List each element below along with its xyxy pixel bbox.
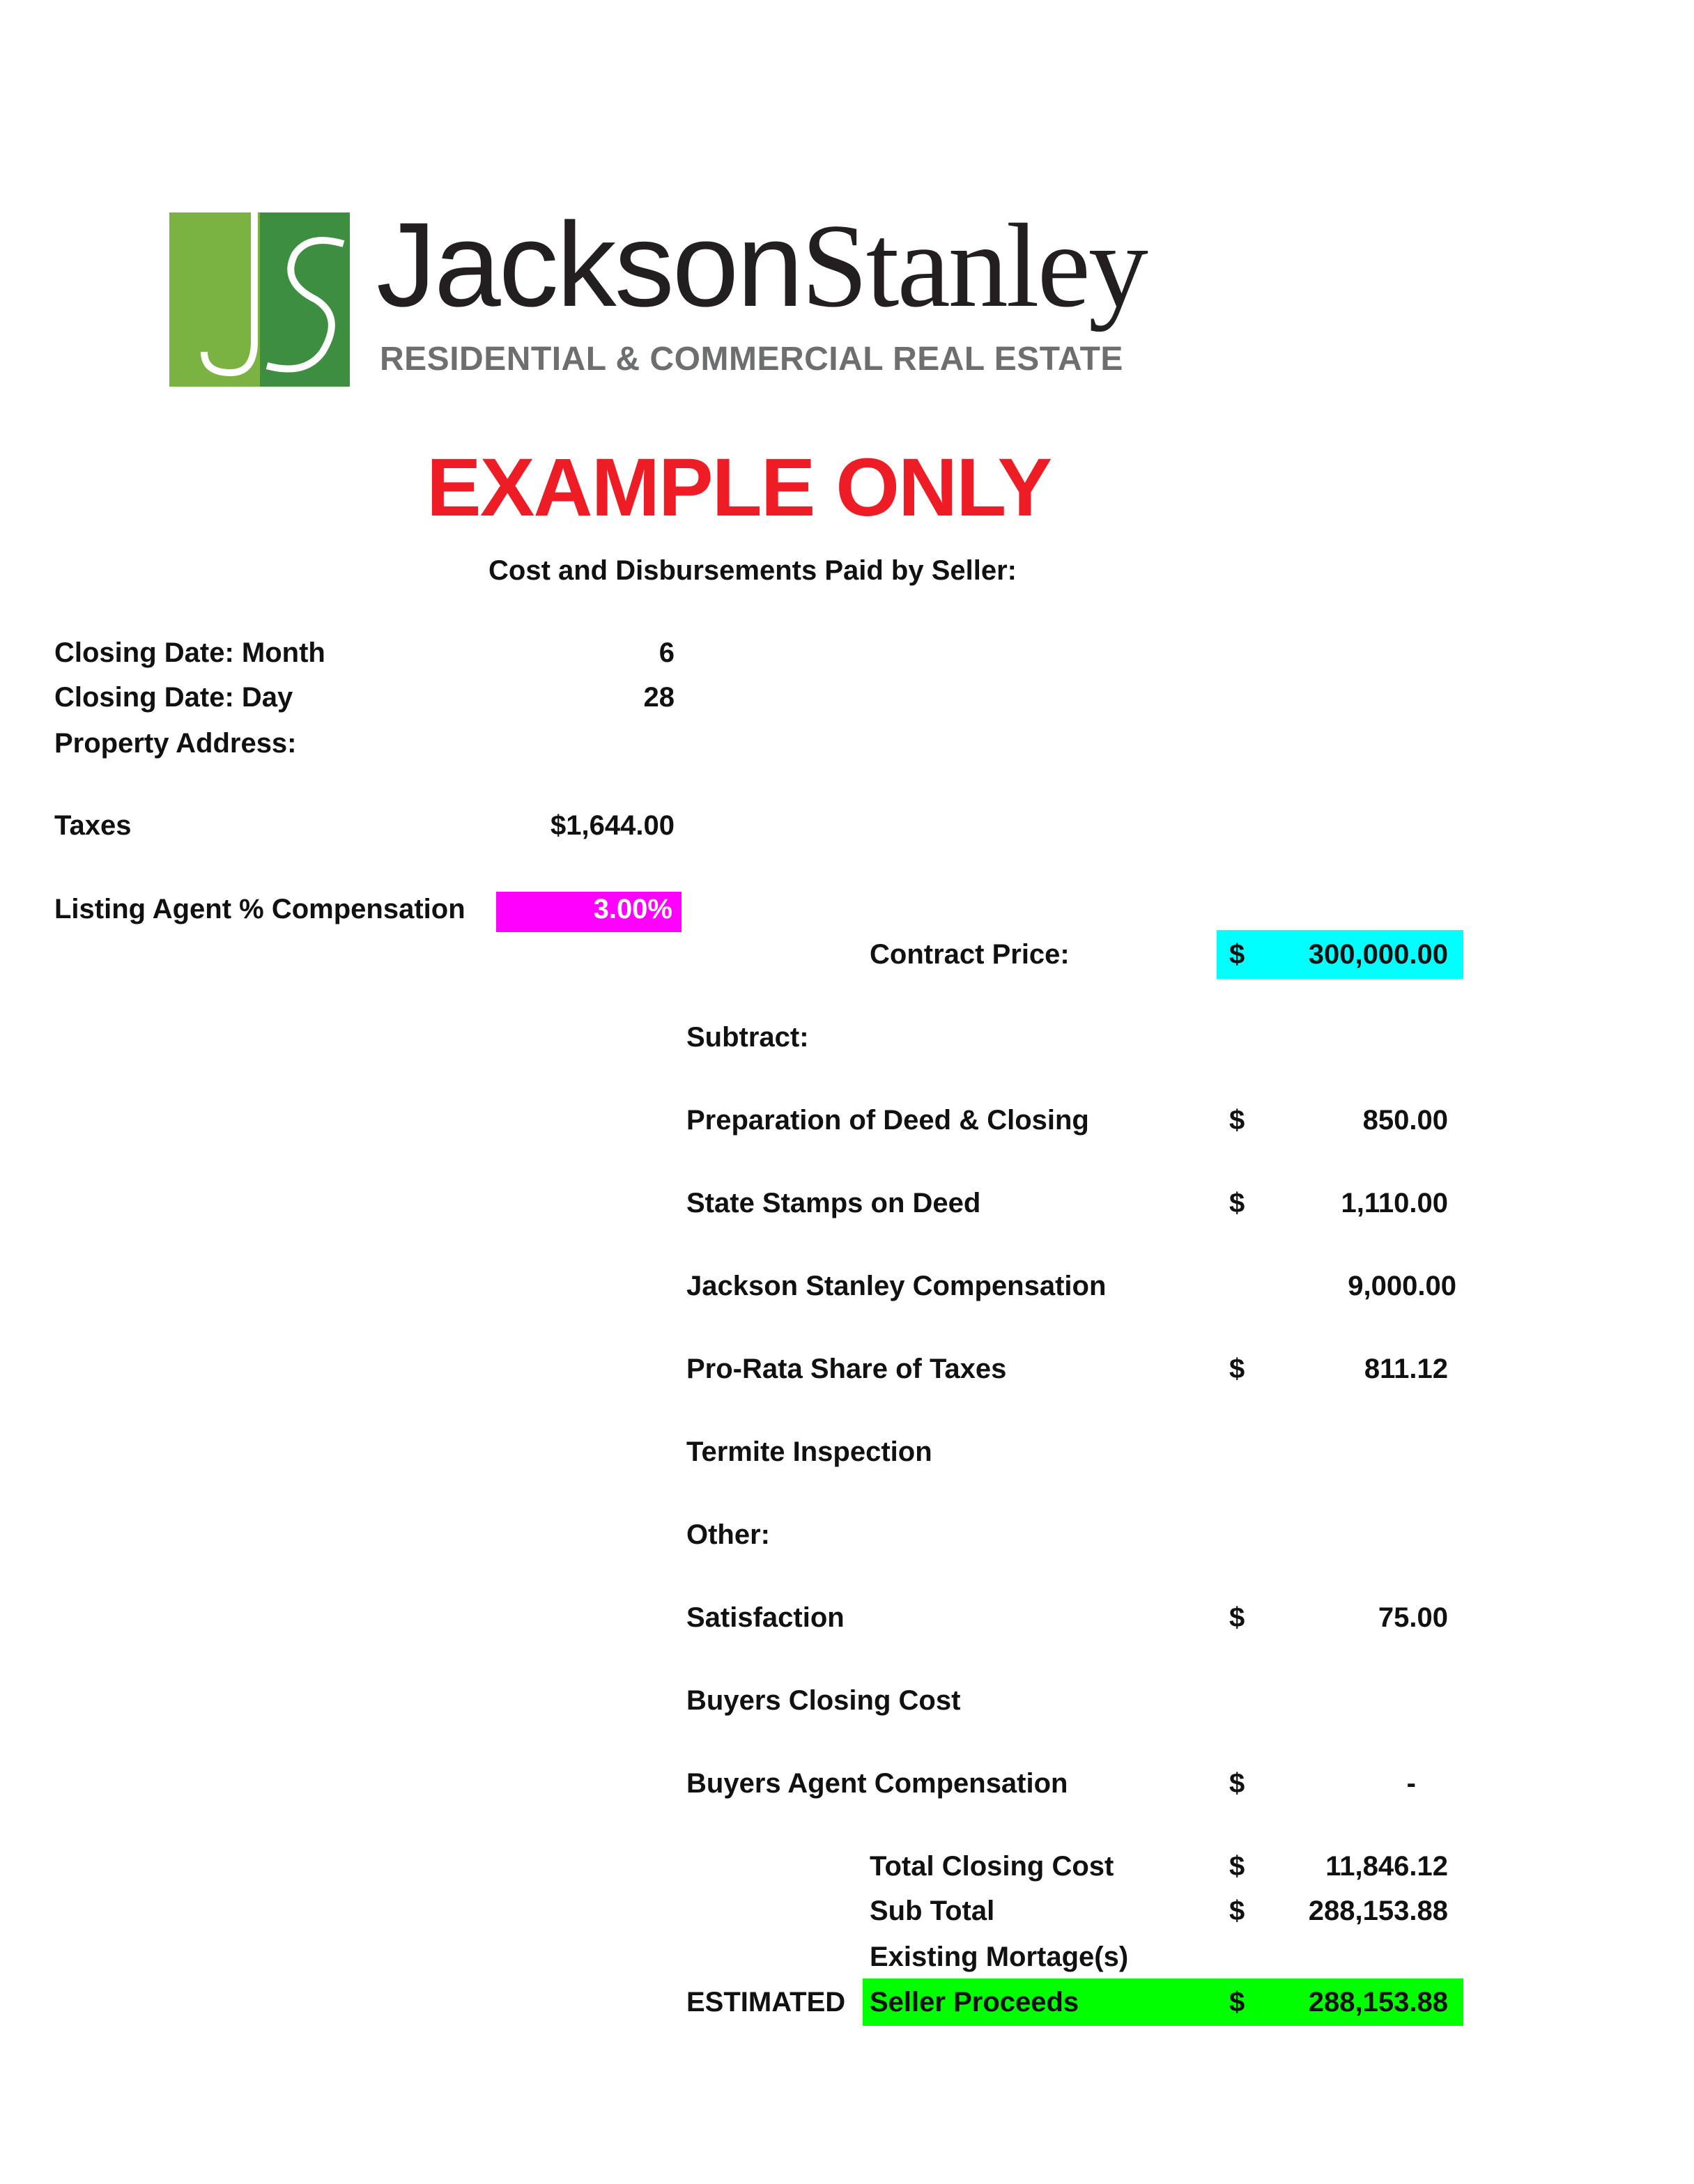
line-item-value[interactable]: 850.00: [1362, 1105, 1448, 1136]
taxes-label: Taxes: [54, 810, 132, 841]
contract-currency: $: [1229, 939, 1245, 970]
line-item-currency: $: [1229, 1105, 1245, 1136]
line-item-label: Preparation of Deed & Closing: [686, 1105, 1089, 1136]
property-address-label: Property Address:: [54, 728, 297, 759]
line-item-label: State Stamps on Deed: [686, 1188, 981, 1218]
contract-price-value[interactable]: 300,000.00: [1308, 939, 1448, 970]
line-item-currency: $: [1229, 1188, 1245, 1218]
company-tagline: RESIDENTIAL & COMMERCIAL REAL ESTATE: [380, 341, 1123, 378]
listing-pct-value[interactable]: 3.00%: [593, 894, 672, 924]
closing-day-label: Closing Date: Day: [54, 682, 293, 713]
closing-day-value[interactable]: 28: [643, 682, 675, 713]
contract-price-label: Contract Price:: [870, 939, 1070, 970]
listing-pct-label: Listing Agent % Compensation: [54, 894, 465, 924]
line-item-currency: $: [1229, 1354, 1245, 1384]
closing-month-label: Closing Date: Month: [54, 637, 325, 668]
existing-mortgage-label: Existing Mortage(s): [870, 1942, 1129, 1972]
seller-proceeds-currency: $: [1229, 1987, 1245, 2018]
estimated-label: ESTIMATED: [686, 1987, 846, 2018]
line-item-label: Pro-Rata Share of Taxes: [686, 1354, 1007, 1384]
total-closing-cost-label: Total Closing Cost: [870, 1851, 1114, 1882]
line-item-label: Buyers Closing Cost: [686, 1685, 961, 1716]
closing-month-value[interactable]: 6: [659, 637, 675, 668]
line-item-value[interactable]: 811.12: [1364, 1354, 1448, 1384]
line-item-value[interactable]: 75.00: [1378, 1602, 1448, 1633]
js-logo-mark-icon: [169, 212, 350, 387]
line-item-value[interactable]: -: [1406, 1768, 1416, 1799]
subtotal-currency: $: [1229, 1896, 1245, 1926]
line-item-value[interactable]: 9,000.00: [1348, 1271, 1456, 1301]
line-item-currency: $: [1229, 1768, 1245, 1799]
seller-proceeds-value: 288,153.88: [1308, 1987, 1448, 2018]
seller-proceeds-label: Seller Proceeds: [870, 1987, 1079, 2018]
line-item-label: Buyers Agent Compensation: [686, 1768, 1068, 1799]
line-item-currency: $: [1229, 1602, 1245, 1633]
total-closing-cost-value: 11,846.12: [1325, 1851, 1448, 1882]
company-name-first: Jackson: [376, 198, 801, 332]
taxes-value[interactable]: $1,644.00: [550, 810, 675, 841]
total-closing-currency: $: [1229, 1851, 1245, 1882]
line-item-label: Satisfaction: [686, 1602, 845, 1633]
sheet-title: Cost and Disbursements Paid by Seller:: [488, 555, 1017, 586]
line-item-label: Jackson Stanley Compensation: [686, 1271, 1107, 1301]
example-only-banner: EXAMPLE ONLY: [426, 442, 1052, 534]
subtotal-value: 288,153.88: [1308, 1896, 1448, 1926]
line-item-label: Other:: [686, 1519, 770, 1550]
line-item-value[interactable]: 1,110.00: [1341, 1188, 1448, 1218]
company-name-last: Stanley: [801, 200, 1146, 332]
line-item-label: Termite Inspection: [686, 1436, 932, 1467]
company-name: [376, 192, 1146, 339]
subtract-label: Subtract:: [686, 1022, 809, 1053]
subtotal-label: Sub Total: [870, 1896, 995, 1926]
